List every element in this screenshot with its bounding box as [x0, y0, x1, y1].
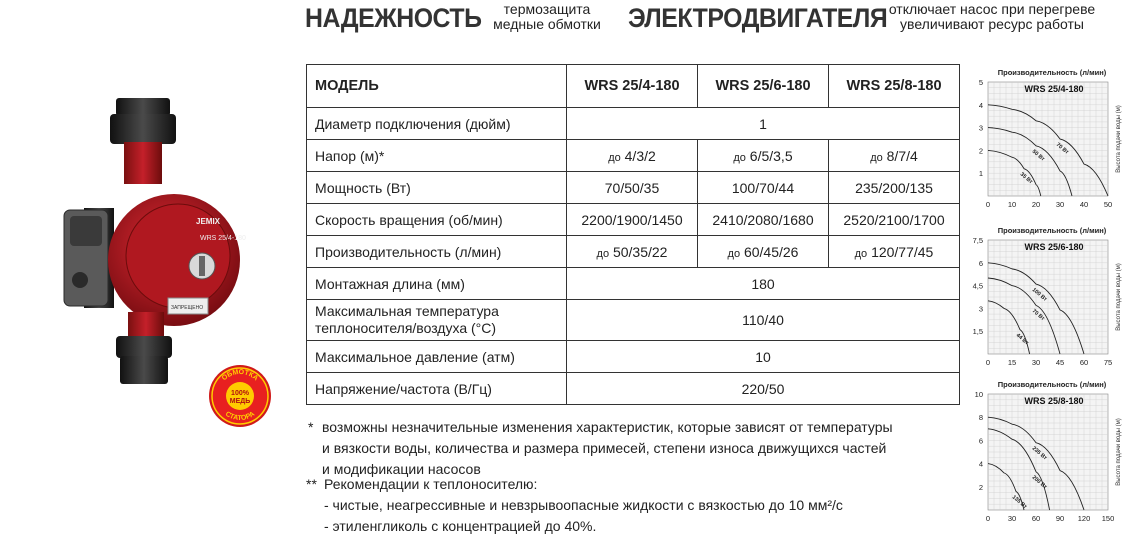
- badge-top-text: ОБМОТКА: [220, 368, 260, 383]
- chart-y-tick: 2: [978, 146, 983, 156]
- copper-winding-badge: [208, 364, 272, 428]
- row-value-voltage: 220/50: [567, 373, 960, 405]
- value-text: 60/45/26: [743, 243, 799, 260]
- chart-svg: [960, 224, 1136, 374]
- footnote-2-item: - чистые, неагрессивные и невзрывоопасные жидкости с вязкостью до 10 мм²/с: [324, 497, 843, 513]
- value-prefix: до: [733, 151, 746, 164]
- chart-title: WRS 25/6-180: [1024, 242, 1084, 252]
- row-value-power-2: 100/70/44: [698, 172, 829, 204]
- chart-xlabel: Производительность (л/мин): [997, 380, 1107, 389]
- table-header-model-3: WRS 25/8-180: [829, 65, 960, 108]
- chart-x-tick: 90: [1055, 514, 1065, 523]
- chart-series-label: 44 Вт: [1014, 332, 1030, 347]
- header-word-motor: ЭЛЕКТРОДВИГАТЕЛЯ: [628, 3, 888, 33]
- row-label-temperature: [307, 300, 567, 341]
- table-row: [307, 373, 960, 405]
- table-row: [307, 204, 960, 236]
- chart-ylabel: Высота подачи воды (м): [1116, 105, 1122, 173]
- chart-svg: [960, 378, 1136, 530]
- footnote-2-title: Рекомендации к теплоносителю:: [324, 476, 538, 492]
- row-value-power-1: 70/50/35: [567, 172, 698, 204]
- chart-x-tick: 10: [1007, 200, 1017, 209]
- row-label-pressure: Максимальное давление (атм): [307, 341, 567, 373]
- chart-xlabel: Производительность (л/мин): [997, 226, 1107, 235]
- chart-x-tick: 45: [1055, 358, 1065, 367]
- chart-y-tick: 1,5: [972, 327, 983, 337]
- footnote-1-line: и вязкости воды, количества и размера примесей, степени износа движущихся частей: [322, 440, 887, 456]
- chart-series-label: 200 Вт: [1030, 474, 1048, 491]
- chart-wrs-25-6: [960, 224, 1136, 374]
- footnote-1: [308, 417, 962, 480]
- chart-title: WRS 25/4-180: [1024, 84, 1084, 94]
- row-value-power-3: 235/200/135: [829, 172, 960, 204]
- chart-x-tick: 30: [1031, 358, 1041, 367]
- value-prefix: до: [870, 151, 883, 164]
- chart-x-tick: 0: [985, 200, 991, 209]
- table-row: [307, 236, 960, 268]
- table-row: [307, 300, 960, 341]
- chart-y-tick: 10: [974, 390, 983, 399]
- chart-x-tick: 30: [1007, 514, 1017, 523]
- row-value-flow-3: [829, 236, 960, 268]
- footnote-1-mark: *: [308, 419, 314, 435]
- value-prefix: до: [596, 247, 610, 260]
- spec-table: [306, 64, 960, 405]
- chart-y-tick: 6: [978, 258, 983, 268]
- row-value-speed-3: 2520/2100/1700: [829, 204, 960, 236]
- chart-wrs-25-4: [960, 66, 1136, 216]
- chart-x-tick: 60: [1031, 514, 1041, 523]
- table-row: [307, 341, 960, 373]
- value-text: 50/35/22: [612, 243, 668, 260]
- value-prefix: до: [854, 247, 868, 260]
- row-label-length: Монтажная длина (мм): [307, 268, 567, 300]
- svg-text:WRS 25/4-180: WRS 25/4-180: [200, 235, 246, 242]
- chart-y-tick: 8: [978, 413, 983, 423]
- pump-brand-label: JEMIX: [196, 217, 221, 226]
- chart-series-label: 235 Вт: [1030, 445, 1048, 462]
- chart-ylabel: Высота подачи воды (м): [1116, 263, 1122, 331]
- chart-series-label: 50 Вт: [1030, 148, 1046, 163]
- row-label-speed: Скорость вращения (об/мин): [307, 204, 567, 236]
- header-note-overheat-line2: увеличивают ресурс работы: [900, 16, 1084, 32]
- chart-series-label: 70 Вт: [1030, 308, 1046, 323]
- pump-image: [50, 90, 250, 400]
- row-label-diameter: Диаметр подключения (дюйм): [307, 108, 567, 140]
- badge-bottom-text: СТАТОРА: [223, 410, 257, 423]
- row-value-head-1: [567, 140, 698, 172]
- row-value-diameter: 1: [567, 108, 960, 140]
- chart-x-tick: 20: [1031, 200, 1041, 209]
- row-label-head: Напор (м)*: [307, 140, 567, 172]
- chart-y-tick: 7,5: [972, 236, 983, 245]
- footnote-1-line: и модификации насосов: [322, 461, 481, 477]
- header-note-thermal-line2: медные обмотки: [493, 16, 601, 32]
- chart-y-tick: 4,5: [972, 281, 983, 291]
- chart-series-label: 100 Вт: [1030, 287, 1048, 303]
- chart-y-tick: 5: [978, 78, 983, 87]
- svg-text:ЗАПРЕЩЕНО: ЗАПРЕЩЕНО: [171, 305, 204, 311]
- table-row: [307, 268, 960, 300]
- chart-x-tick: 0: [985, 358, 991, 367]
- chart-x-tick: 120: [1077, 514, 1091, 523]
- footnote-2: [306, 474, 964, 537]
- row-value-speed-1: 2200/1900/1450: [567, 204, 698, 236]
- chart-x-tick: 30: [1055, 200, 1065, 209]
- header-note-overheat: [868, 2, 1116, 32]
- header-note-overheat-line1: отключает насос при перегреве: [888, 1, 1096, 17]
- chart-x-tick: 50: [1103, 200, 1113, 209]
- chart-x-tick: 60: [1079, 358, 1089, 367]
- chart-x-tick: 40: [1079, 200, 1089, 209]
- chart-svg: [960, 66, 1136, 216]
- value-text: 6/5/3,5: [749, 147, 793, 164]
- chart-y-tick: 2: [978, 482, 983, 492]
- row-value-length: 180: [567, 268, 960, 300]
- chart-x-tick: 150: [1101, 514, 1115, 523]
- chart-ylabel: Высота подачи воды (м): [1116, 418, 1122, 486]
- chart-y-tick: 4: [978, 459, 983, 469]
- chart-x-tick: 75: [1103, 358, 1113, 367]
- pump-top-nut: [116, 98, 170, 116]
- table-row: [307, 172, 960, 204]
- chart-y-tick: 1: [978, 169, 983, 179]
- table-header-row: [307, 65, 960, 108]
- pump-bottom-nut: [116, 336, 172, 358]
- chart-wrs-25-8: [960, 378, 1136, 530]
- chart-title: WRS 25/8-180: [1024, 396, 1084, 406]
- value-text: 8/7/4: [886, 147, 918, 164]
- row-value-head-2: [698, 140, 829, 172]
- chart-series-label: 35 Вт: [1018, 171, 1034, 186]
- chart-y-tick: 3: [978, 304, 983, 314]
- row-value-head-3: [829, 140, 960, 172]
- table-header-model-1: WRS 25/4-180: [567, 65, 698, 108]
- row-value-flow-1: [567, 236, 698, 268]
- value-text: 120/77/45: [871, 243, 934, 260]
- row-value-speed-2: 2410/2080/1680: [698, 204, 829, 236]
- label-line: теплоносителя/воздуха (°С): [315, 320, 497, 336]
- row-label-voltage: Напряжение/частота (В/Гц): [307, 373, 567, 405]
- chart-y-tick: 6: [978, 436, 983, 446]
- label-line: Максимальная температура: [315, 303, 499, 319]
- table-row: [307, 108, 960, 140]
- value-prefix: до: [727, 247, 741, 260]
- chart-x-tick: 15: [1007, 358, 1017, 367]
- chart-x-tick: 0: [985, 514, 991, 523]
- value-prefix: до: [608, 151, 621, 164]
- header-word-reliability: НАДЕЖНОСТЬ: [305, 3, 482, 33]
- badge-percent: 100%: [231, 390, 249, 397]
- footnote-2-mark: **: [306, 476, 317, 492]
- table-header-model-2: WRS 25/6-180: [698, 65, 829, 108]
- row-value-pressure: 10: [567, 341, 960, 373]
- value-text: 4/3/2: [624, 147, 656, 164]
- header-note-thermal: [478, 2, 616, 32]
- chart-xlabel: Производительность (л/мин): [997, 68, 1107, 77]
- table-header-model: МОДЕЛЬ: [307, 65, 567, 108]
- footnote-2-item: - этиленгликоль с концентрацией до 40%.: [324, 518, 597, 534]
- row-label-power: Мощность (Вт): [307, 172, 567, 204]
- chart-y-tick: 4: [978, 100, 983, 110]
- chart-series-label: 70 Вт: [1054, 141, 1070, 156]
- row-label-flow: Производительность (л/мин): [307, 236, 567, 268]
- footnote-1-line: возможны незначительные изменения характеристик, которые зависят от температуры: [322, 419, 893, 435]
- row-value-flow-2: [698, 236, 829, 268]
- chart-series-label: 135 Вт: [1010, 494, 1028, 511]
- badge-copper: МЕДЬ: [229, 398, 251, 405]
- chart-y-tick: 3: [978, 123, 983, 133]
- table-row: [307, 140, 960, 172]
- row-value-temperature: 110/40: [567, 300, 960, 341]
- header-note-thermal-line1: термозащита: [503, 1, 591, 17]
